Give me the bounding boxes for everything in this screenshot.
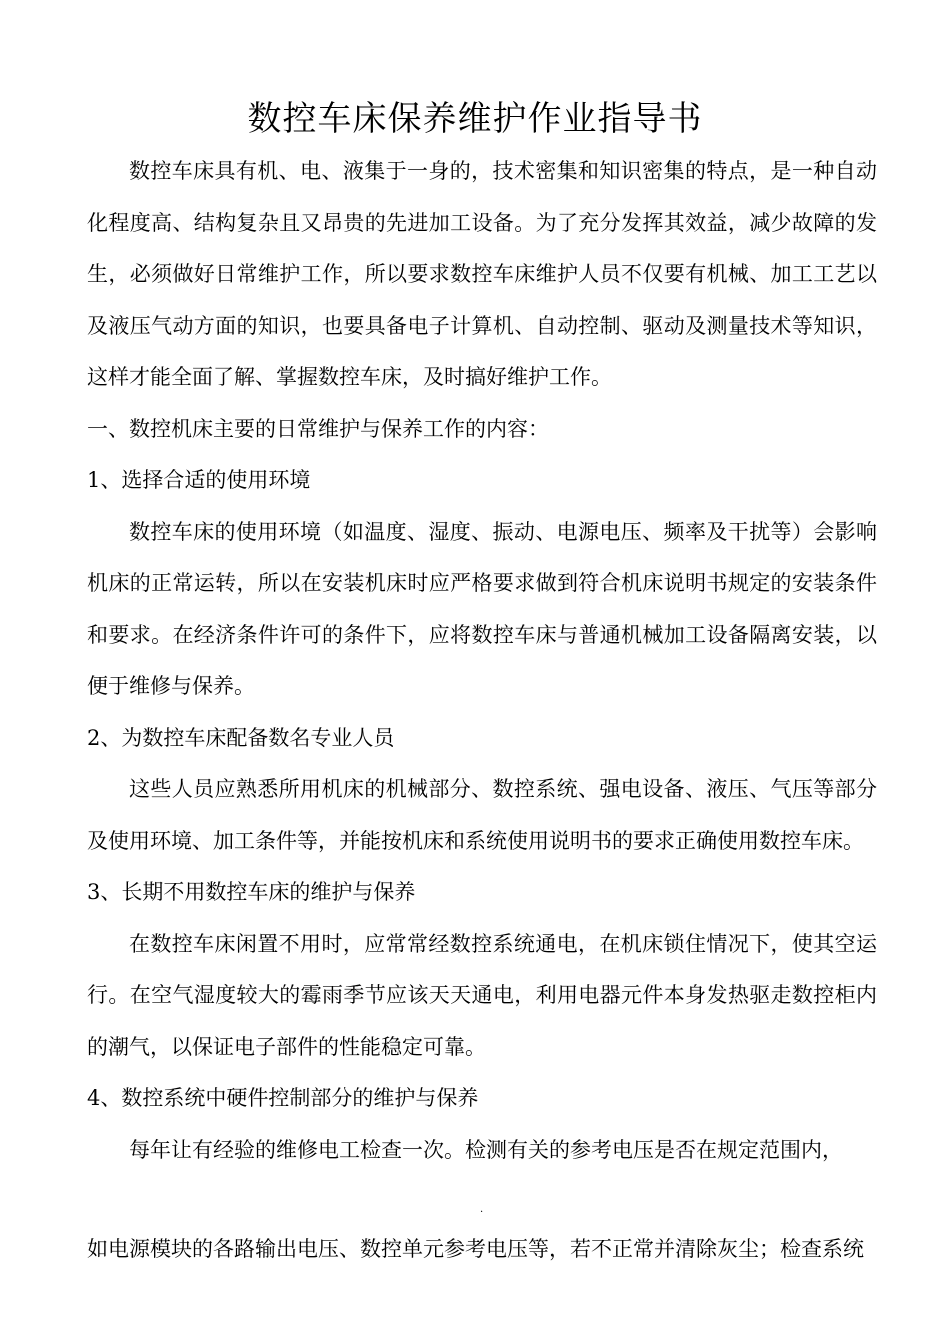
page-break-mark: . <box>480 1204 484 1215</box>
item-3-paragraph: 在数控车床闲置不用时，应常常经数控系统通电，在机床锁住情况下，使其空运行。在空气湿度较大的霉雨季节应该天天通电，利用电器元件本身发热驱走数控柜内的潮气，以保证电子部件的性能稳定可靠。 <box>87 931 877 1059</box>
item-1-heading: 1、选择合适的使用环境 <box>87 468 311 492</box>
document-title: 数控车床保养维护作业指导书 <box>247 99 703 139</box>
document-body <box>87 146 877 1176</box>
item-4-heading: 4、数控系统中硬件控制部分的维护与保养 <box>87 1086 479 1110</box>
item-2-heading: 2、为数控车床配备数名专业人员 <box>87 725 395 750</box>
continuation-line: 如电源模块的各路输出电压、数控单元参考电压等，若不正常并清除灰尘；检查系统 <box>87 1237 864 1261</box>
item-4-paragraph: 每年让有经验的维修电工检查一次。检测有关的参考电压是否在规定范围内， <box>129 1137 843 1162</box>
item-3-heading: 3、长期不用数控车床的维护与保养 <box>87 880 416 904</box>
item-1-paragraph: 数控车床的使用环境（如温度、湿度、振动、电源电压、频率及干扰等）会影响机床的正常运转，所以在安装机床时应严格要求做到符合机床说明书规定的安装条件和要求。在经济条件许可的条件下，应将数控车床与普通机械加工设备隔离安装，以便于维修与保养。 <box>87 519 877 698</box>
section-heading: 一、数控机床主要的日常维护与保养工作的内容： <box>87 416 549 441</box>
intro-paragraph: 数控车床具有机、电、液集于一身的，技术密集和知识密集的特点，是一种自动化程度高、结构复杂且又昂贵的先进加工设备。为了充分发挥其效益，减少故障的发生，必须做好日常维护工作，所以要求数控车床维护人员不仅要有机械、加工工艺以及液压气动方面的知识，也要具备电子计算机、自动控制、驱动及测量技术等知识，这样才能全面了解、掌握数控车床，及时搞好维护工作。 <box>87 159 877 389</box>
item-2-paragraph: 这些人员应熟悉所用机床的机械部分、数控系统、强电设备、液压、气压等部分及使用环境、加工条件等，并能按机床和系统使用说明书的要求正确使用数控车床。 <box>87 777 877 853</box>
